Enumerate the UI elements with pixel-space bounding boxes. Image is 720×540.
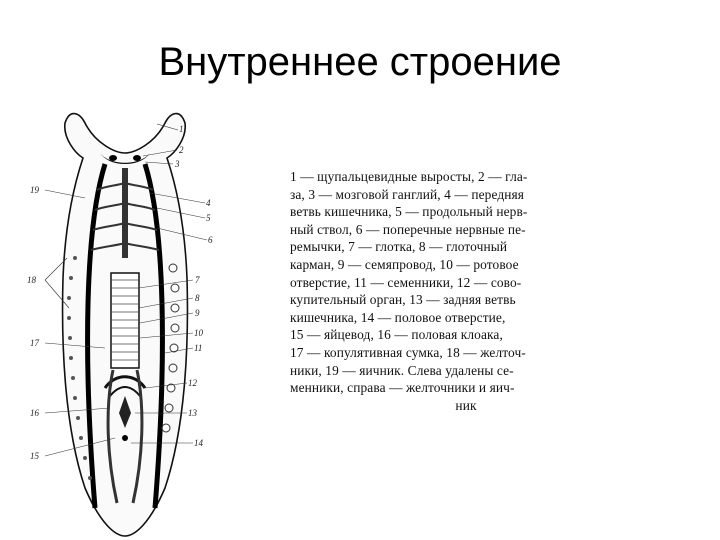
slide-title: Внутреннее строение: [158, 40, 562, 84]
caption-line: 1 — щупальцевидные выросты, 2 — гла-: [290, 169, 528, 184]
label-14: 14: [194, 438, 203, 448]
label-1: 1: [179, 124, 184, 134]
caption-line: карман, 9 — семяпровод, 10 — ротовое: [290, 256, 519, 272]
caption-line: 15 — яйцевод, 16 — половая клоака,: [290, 327, 503, 343]
label-5: 5: [206, 213, 211, 223]
caption-line: менники, справа — желточники и яич-: [290, 380, 515, 396]
caption-line: ветвь кишечника, 5 — продольный нерв-: [290, 204, 528, 220]
label-7: 7: [195, 275, 200, 285]
caption-line: за, 3 — мозговой ганглий, 4 — передняя: [290, 186, 525, 202]
caption-line: отверстие, 11 — семенники, 12 — сово-: [290, 274, 522, 290]
label-18: 18: [27, 275, 36, 285]
label-8: 8: [195, 293, 200, 303]
caption-line: ремычки, 7 — глотка, 8 — глоточный: [290, 239, 508, 255]
eye-left: [109, 155, 117, 161]
caption-line: 17 — копулятивная сумка, 18 — желточ-: [290, 344, 526, 360]
label-15: 15: [30, 451, 39, 461]
caption-line: ный ствол, 6 — поперечные нервные пе-: [290, 221, 526, 237]
label-19: 19: [30, 185, 39, 195]
label-17: 17: [30, 338, 39, 348]
label-10: 10: [194, 328, 203, 338]
caption-line: кишечника, 14 — половое отверстие,: [290, 309, 506, 325]
label-2: 2: [179, 145, 184, 155]
pharynx: [111, 273, 139, 368]
caption-line: ники, 19 — яичник. Слева удалены се-: [290, 362, 514, 378]
label-11: 11: [194, 343, 203, 353]
label-4: 4: [206, 198, 211, 208]
planarian-anatomy-figure: [25, 108, 215, 538]
label-9: 9: [195, 308, 200, 318]
label-6: 6: [208, 235, 213, 245]
label-13: 13: [188, 408, 197, 418]
label-12: 12: [188, 378, 197, 388]
genital-pore: [122, 435, 128, 441]
caption-line: ник: [455, 397, 477, 413]
figure-caption: [290, 168, 642, 414]
label-16: 16: [30, 408, 39, 418]
label-3: 3: [175, 159, 180, 169]
eye-right: [133, 155, 141, 161]
caption-line: купительный орган, 13 — задняя ветвь: [290, 292, 516, 308]
